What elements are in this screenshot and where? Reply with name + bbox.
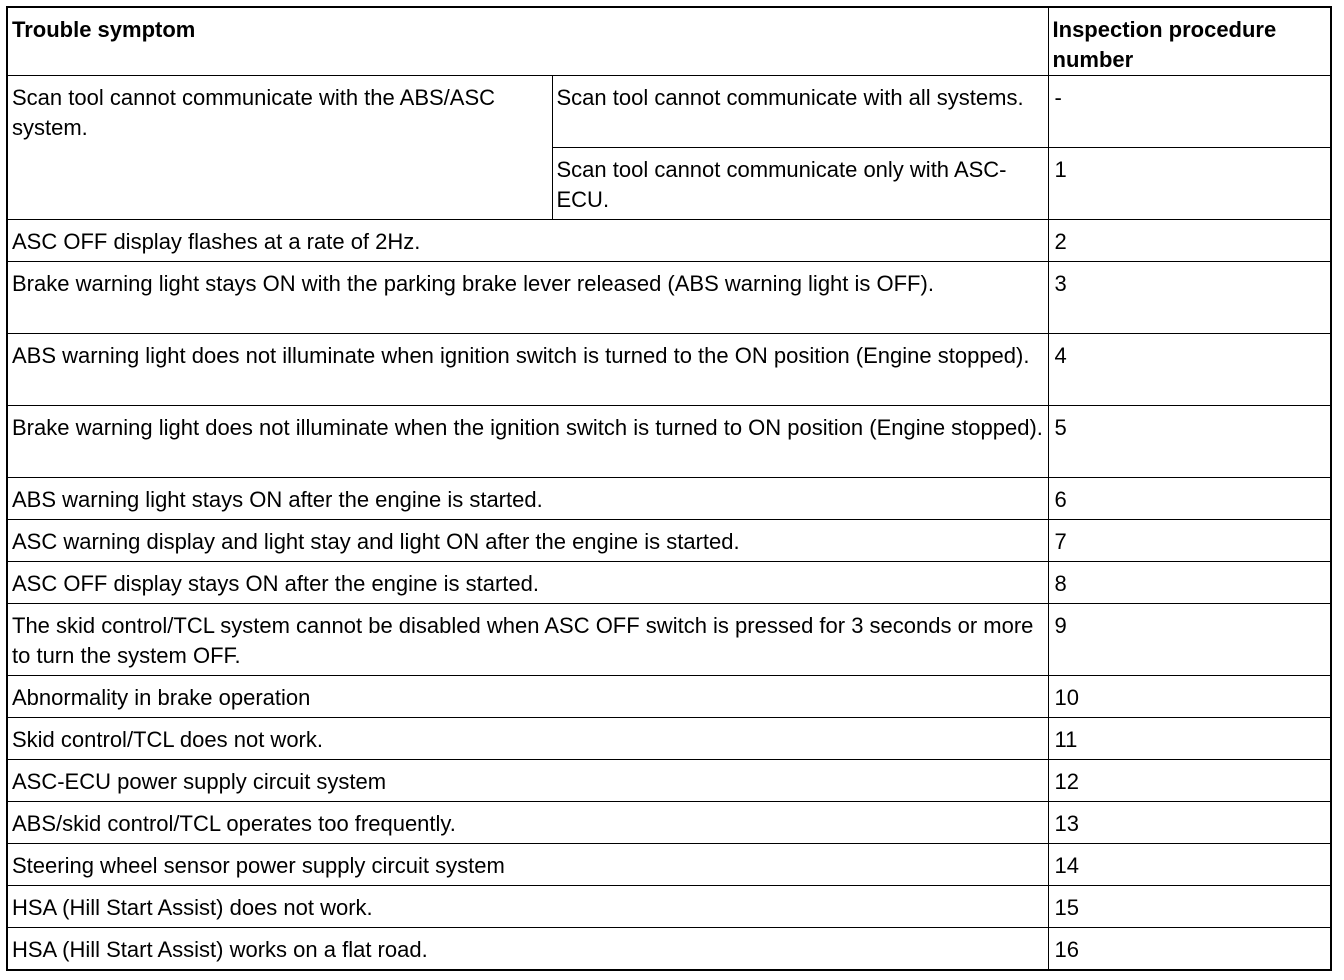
table-row	[7, 928, 1331, 971]
procedure-number-cell: 15	[1048, 886, 1331, 928]
symptom-cell: Abnormality in brake operation	[7, 676, 1048, 718]
trouble-symptom-table	[6, 6, 1332, 971]
symptom-cell: Brake warning light stays ON with the parking brake lever released (ABS warning light is OFF).	[7, 262, 1048, 334]
header-row	[7, 7, 1331, 76]
procedure-number-cell: 4	[1048, 334, 1331, 406]
symptom-cell: HSA (Hill Start Assist) works on a flat road.	[7, 928, 1048, 971]
table-row	[7, 262, 1331, 334]
comm-sub-symptom: Scan tool cannot communicate only with ASC-ECU.	[552, 148, 1048, 220]
symptom-cell: Brake warning light does not illuminate when the ignition switch is turned to ON position (Engine stopped).	[7, 406, 1048, 478]
table-row	[7, 886, 1331, 928]
procedure-number-cell: 9	[1048, 604, 1331, 676]
comm-sub-number: 1	[1048, 148, 1331, 220]
symptom-cell: ASC-ECU power supply circuit system	[7, 760, 1048, 802]
procedure-number-cell: 14	[1048, 844, 1331, 886]
comm-sub-number: -	[1048, 76, 1331, 148]
table-row	[7, 562, 1331, 604]
comm-sub-symptom: Scan tool cannot communicate with all systems.	[552, 76, 1048, 148]
symptom-cell: ASC warning display and light stay and light ON after the engine is started.	[7, 520, 1048, 562]
symptom-cell: HSA (Hill Start Assist) does not work.	[7, 886, 1048, 928]
header-procedure-line2: number	[1052, 47, 1134, 72]
procedure-number-cell: 2	[1048, 220, 1331, 262]
table-row	[7, 76, 1331, 148]
comm-group-symptom: Scan tool cannot communicate with the ABS/ASC system.	[7, 76, 552, 220]
procedure-number-cell: 16	[1048, 928, 1331, 971]
header-inspection-procedure-number	[1048, 7, 1331, 76]
symptom-cell: Skid control/TCL does not work.	[7, 718, 1048, 760]
header-trouble-symptom: Trouble symptom	[7, 7, 1048, 76]
procedure-number-cell: 13	[1048, 802, 1331, 844]
procedure-number-cell: 5	[1048, 406, 1331, 478]
procedure-number-cell: 6	[1048, 478, 1331, 520]
procedure-number-cell: 11	[1048, 718, 1331, 760]
symptom-cell: ASC OFF display flashes at a rate of 2Hz.	[7, 220, 1048, 262]
table-row	[7, 718, 1331, 760]
header-procedure-line1: Inspection procedure	[1052, 17, 1277, 42]
table-row	[7, 406, 1331, 478]
table-row	[7, 844, 1331, 886]
table-row	[7, 760, 1331, 802]
table-row	[7, 604, 1331, 676]
symptom-cell: ABS warning light does not illuminate when ignition switch is turned to the ON position (Engine stopped).	[7, 334, 1048, 406]
table-row	[7, 478, 1331, 520]
trouble-symptom-table-container	[6, 6, 1332, 971]
procedure-number-cell: 10	[1048, 676, 1331, 718]
symptom-cell: ASC OFF display stays ON after the engine is started.	[7, 562, 1048, 604]
procedure-number-cell: 7	[1048, 520, 1331, 562]
table-row	[7, 520, 1331, 562]
table-row	[7, 802, 1331, 844]
symptom-cell: Steering wheel sensor power supply circuit system	[7, 844, 1048, 886]
symptom-cell: The skid control/TCL system cannot be disabled when ASC OFF switch is pressed for 3 seconds or more to turn the system OFF.	[7, 604, 1048, 676]
procedure-number-cell: 8	[1048, 562, 1331, 604]
procedure-number-cell: 12	[1048, 760, 1331, 802]
table-row	[7, 676, 1331, 718]
table-row	[7, 220, 1331, 262]
procedure-number-cell: 3	[1048, 262, 1331, 334]
symptom-cell: ABS/skid control/TCL operates too frequently.	[7, 802, 1048, 844]
table-row	[7, 334, 1331, 406]
symptom-cell: ABS warning light stays ON after the engine is started.	[7, 478, 1048, 520]
